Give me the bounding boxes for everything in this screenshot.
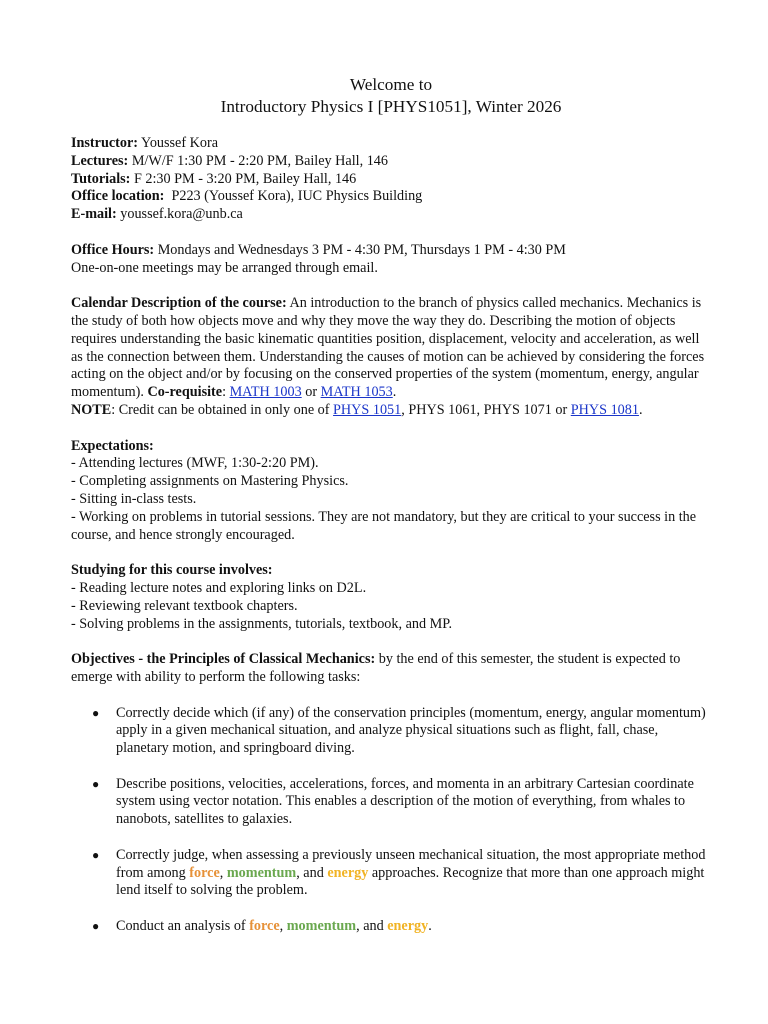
office-hours-label: Office Hours:	[71, 241, 155, 258]
momentum-term: momentum	[226, 864, 297, 881]
expectation-item: - Completing assignments on Mastering Physics.	[71, 473, 349, 490]
objective-text-part: approaches. Recognize that more than one approach might lend itself to solving the problem.	[116, 864, 705, 899]
coreq-or: or	[301, 384, 321, 401]
objectives-label: Objectives - the Principles of Classical Mechanics:	[71, 651, 376, 668]
phys1051-link[interactable]: PHYS 1051	[333, 401, 402, 418]
coreq-period: .	[392, 384, 397, 401]
momentum-term: momentum	[286, 918, 357, 935]
expectation-item: - Attending lectures (MWF, 1:30-2:20 PM).	[71, 455, 319, 472]
office-hours	[71, 242, 711, 278]
lectures-label: Lectures:	[71, 152, 129, 169]
objective-item	[71, 918, 711, 936]
bullet-icon: ●	[92, 776, 100, 791]
note-mid: , PHYS 1061, PHYS 1071 or	[401, 401, 571, 418]
objective-text: Correctly judge, when assessing a previously unseen mechanical situation, the most appropriate method from among force, momentum, and energy approaches. Recognize that more than one approach might lend itself to solving the problem.	[116, 846, 706, 899]
math1053-link[interactable]: MATH 1053	[320, 384, 393, 401]
force-term: force	[249, 918, 280, 935]
studying-item: - Solving problems in the assignments, tutorials, textbook, and MP.	[71, 615, 453, 632]
objectives-list	[71, 705, 711, 936]
objectives-intro-text: by the end of this semester, the student is expected to emerge with ability to perform the following tasks:	[71, 651, 681, 685]
calendar-label: Calendar Description of the course:	[71, 295, 287, 312]
objective-text: Conduct an analysis of force, momentum, and energy.	[116, 918, 432, 935]
instructor-line	[71, 135, 711, 153]
office-location-label: Office location:	[71, 188, 165, 205]
coreq-colon: :	[222, 384, 230, 401]
email-label: E-mail:	[71, 206, 117, 223]
studying-item: - Reading lecture notes and exploring links on D2L.	[71, 579, 367, 596]
objective-text: Describe positions, velocities, accelerations, forces, and momenta in an arbitrary Cartesian coordinate system using vector notation. This enables a description of the motion of everything, from whales to nanobots, satellites to galaxies.	[116, 775, 694, 828]
office-location-value: P223 (Youssef Kora), IUC Physics Building	[164, 188, 423, 205]
objective-item	[71, 776, 711, 829]
energy-term: energy	[387, 918, 429, 935]
force-term: force	[189, 864, 220, 881]
office-hours-note: One-on-one meetings may be arranged through email.	[71, 259, 378, 276]
tutorials-value: F 2:30 PM - 3:20 PM, Bailey Hall, 146	[130, 170, 357, 187]
objectives-intro	[71, 651, 711, 687]
note-label: NOTE	[71, 401, 112, 418]
instructor-value: Youssef Kora	[137, 135, 218, 151]
expectation-item: - Working on problems in tutorial sessions. They are not mandatory, but they are critical to your success in the course, and hence strongly encouraged.	[71, 508, 697, 543]
lectures-line	[71, 153, 711, 171]
email-line	[71, 206, 711, 224]
instructor-label: Instructor:	[71, 135, 138, 151]
note-text: : Credit can be obtained in only one of	[111, 401, 334, 418]
syllabus-page	[71, 74, 711, 954]
expectations-label: Expectations:	[71, 437, 154, 454]
course-info	[71, 135, 711, 224]
lectures-value: M/W/F 1:30 PM - 2:20 PM, Bailey Hall, 146	[128, 152, 388, 169]
calendar-text: An introduction to the branch of physics called mechanics. Mechanics is the study of both how objects move and why they move the way they do. Describing the motion of objects requires understanding the basic kinematic quantities position, displacement, velocity and acceleration, as well as the connection between them. Understanding the causes of motion can be achieved by considering the forces acting on the object and/or by focusing on the conserved properties of the system (momentum, energy, angular momentum).	[71, 295, 705, 401]
objective-item	[71, 847, 711, 900]
tutorials-line	[71, 171, 711, 189]
page-title	[71, 74, 711, 118]
note-period: .	[638, 401, 643, 418]
objective-text-part: Correctly judge, when assessing a previously unseen mechanical situation, the most appropriate method from among	[116, 846, 706, 881]
phys1081-link[interactable]: PHYS 1081	[570, 401, 639, 418]
bullet-icon: ●	[92, 919, 100, 934]
objective-item	[71, 705, 711, 758]
bullet-icon: ●	[92, 705, 100, 720]
expectation-item: - Sitting in-class tests.	[71, 490, 197, 507]
tutorials-label: Tutorials:	[71, 170, 131, 187]
objective-text-part: Conduct an analysis of	[116, 918, 250, 935]
office-hours-value: Mondays and Wednesdays 3 PM - 4:30 PM, Thursdays 1 PM - 4:30 PM	[154, 241, 566, 258]
studying-item: - Reviewing relevant textbook chapters.	[71, 597, 298, 614]
expectations-section	[71, 438, 711, 545]
energy-term: energy	[327, 864, 369, 881]
bullet-icon: ●	[92, 847, 100, 862]
math1003-link[interactable]: MATH 1003	[229, 384, 302, 401]
email-value: youssef.kora@unb.ca	[116, 206, 243, 223]
office-location-line	[71, 188, 711, 206]
office-hours-line	[71, 242, 711, 260]
studying-label: Studying for this course involves:	[71, 562, 273, 579]
title-line-welcome: Welcome to	[349, 75, 433, 94]
objective-text: Correctly decide which (if any) of the conservation principles (momentum, energy, angular momentum) apply in a given mechanical situation, and analyze physical situations such as flight, fall, chase, planetary motion, and springboard diving.	[116, 704, 706, 757]
title-line-course: Introductory Physics I [PHYS1051], Winter 2026	[220, 97, 562, 116]
studying-section	[71, 562, 711, 633]
calendar-description	[71, 295, 711, 420]
coreq-label: Co-requisite	[147, 384, 223, 401]
